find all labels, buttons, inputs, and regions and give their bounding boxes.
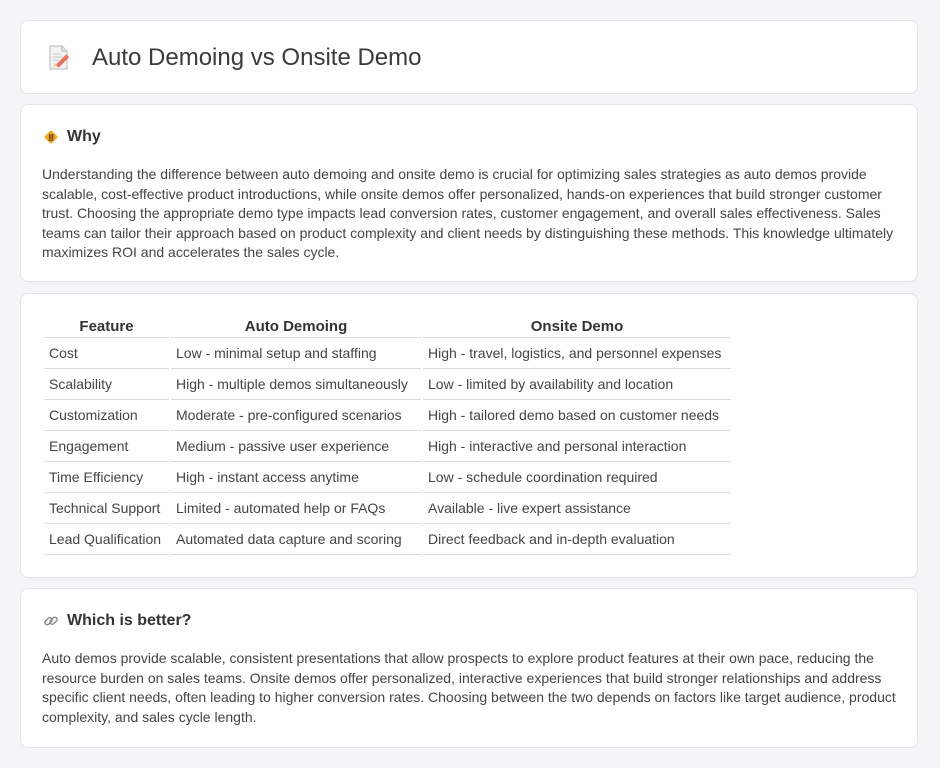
table-cell-feature: Scalability (44, 369, 169, 400)
comparison-card (20, 293, 918, 578)
table-row (44, 431, 731, 462)
table-row (44, 369, 731, 400)
table-header-row (44, 315, 731, 338)
table-row (44, 338, 731, 369)
table-cell-auto: Medium - passive user experience (171, 431, 421, 462)
comparison-table (42, 315, 733, 555)
better-heading-row (43, 612, 191, 630)
which-better-card (20, 588, 918, 748)
why-text: Understanding the difference between auto demoing and onsite demo is crucial for optimizing sales strategies as auto demos provide scalable, cost-effective product introductions, while onsite demos offer personalized, hands-on experiences that build stronger customer trust. Choosing the appropriate demo type impacts lead conversion rates, customer engagement, and overall sales effectiveness. Sales teams can tailor their approach based on product complexity and client needs by distinguishing these methods. This knowledge ultimately maximizes ROI and accelerates the sales cycle. (42, 166, 894, 260)
table-cell-onsite: Low - limited by availability and location (423, 369, 731, 400)
table-cell-feature: Customization (44, 400, 169, 431)
table-cell-feature: Technical Support (44, 493, 169, 524)
better-heading: Which is better? (67, 612, 192, 629)
better-text: Auto demos provide scalable, consistent presentations that allow prospects to explore product features at their own pace, reducing the resource burden on sales teams. Onsite demos offer personalized, interactive experiences that build stronger relationships and address specific client needs, often leading to higher conversion rates. Choosing between the two depends on factors like target audience, product complexity, and sales cycle length. (42, 650, 896, 725)
table-cell-onsite: High - travel, logistics, and personnel expenses (423, 338, 731, 369)
table-cell-onsite: Available - live expert assistance (423, 493, 731, 524)
table-cell-feature: Time Efficiency (44, 462, 169, 493)
link-icon (43, 613, 59, 629)
table-cell-onsite: Direct feedback and in-depth evaluation (423, 524, 731, 555)
table-cell-onsite: Low - schedule coordination required (423, 462, 731, 493)
document-pencil-icon (47, 44, 71, 72)
table-row (44, 400, 731, 431)
table-cell-onsite: High - tailored demo based on customer needs (423, 400, 731, 431)
table-cell-auto: High - multiple demos simultaneously (171, 369, 421, 400)
column-header-feature: Feature (44, 315, 169, 338)
column-header-auto-demoing: Auto Demoing (171, 315, 421, 338)
why-card (20, 104, 918, 282)
table-cell-auto: Moderate - pre-configured scenarios (171, 400, 421, 431)
table-cell-auto: Low - minimal setup and staffing (171, 338, 421, 369)
table-cell-feature: Cost (44, 338, 169, 369)
warning-sign-icon (43, 129, 59, 145)
column-header-onsite-demo: Onsite Demo (423, 315, 731, 338)
table-row (44, 462, 731, 493)
why-heading-row (43, 128, 101, 146)
table-cell-feature: Engagement (44, 431, 169, 462)
title-row (47, 43, 421, 73)
table-row (44, 493, 731, 524)
table-row (44, 524, 731, 555)
title-card (20, 20, 918, 94)
table-cell-auto: High - instant access anytime (171, 462, 421, 493)
table-cell-auto: Limited - automated help or FAQs (171, 493, 421, 524)
page-title: Auto Demoing vs Onsite Demo (92, 44, 422, 71)
table-cell-auto: Automated data capture and scoring (171, 524, 421, 555)
why-heading: Why (67, 128, 101, 145)
table-cell-onsite: High - interactive and personal interaction (423, 431, 731, 462)
table-cell-feature: Lead Qualification (44, 524, 169, 555)
